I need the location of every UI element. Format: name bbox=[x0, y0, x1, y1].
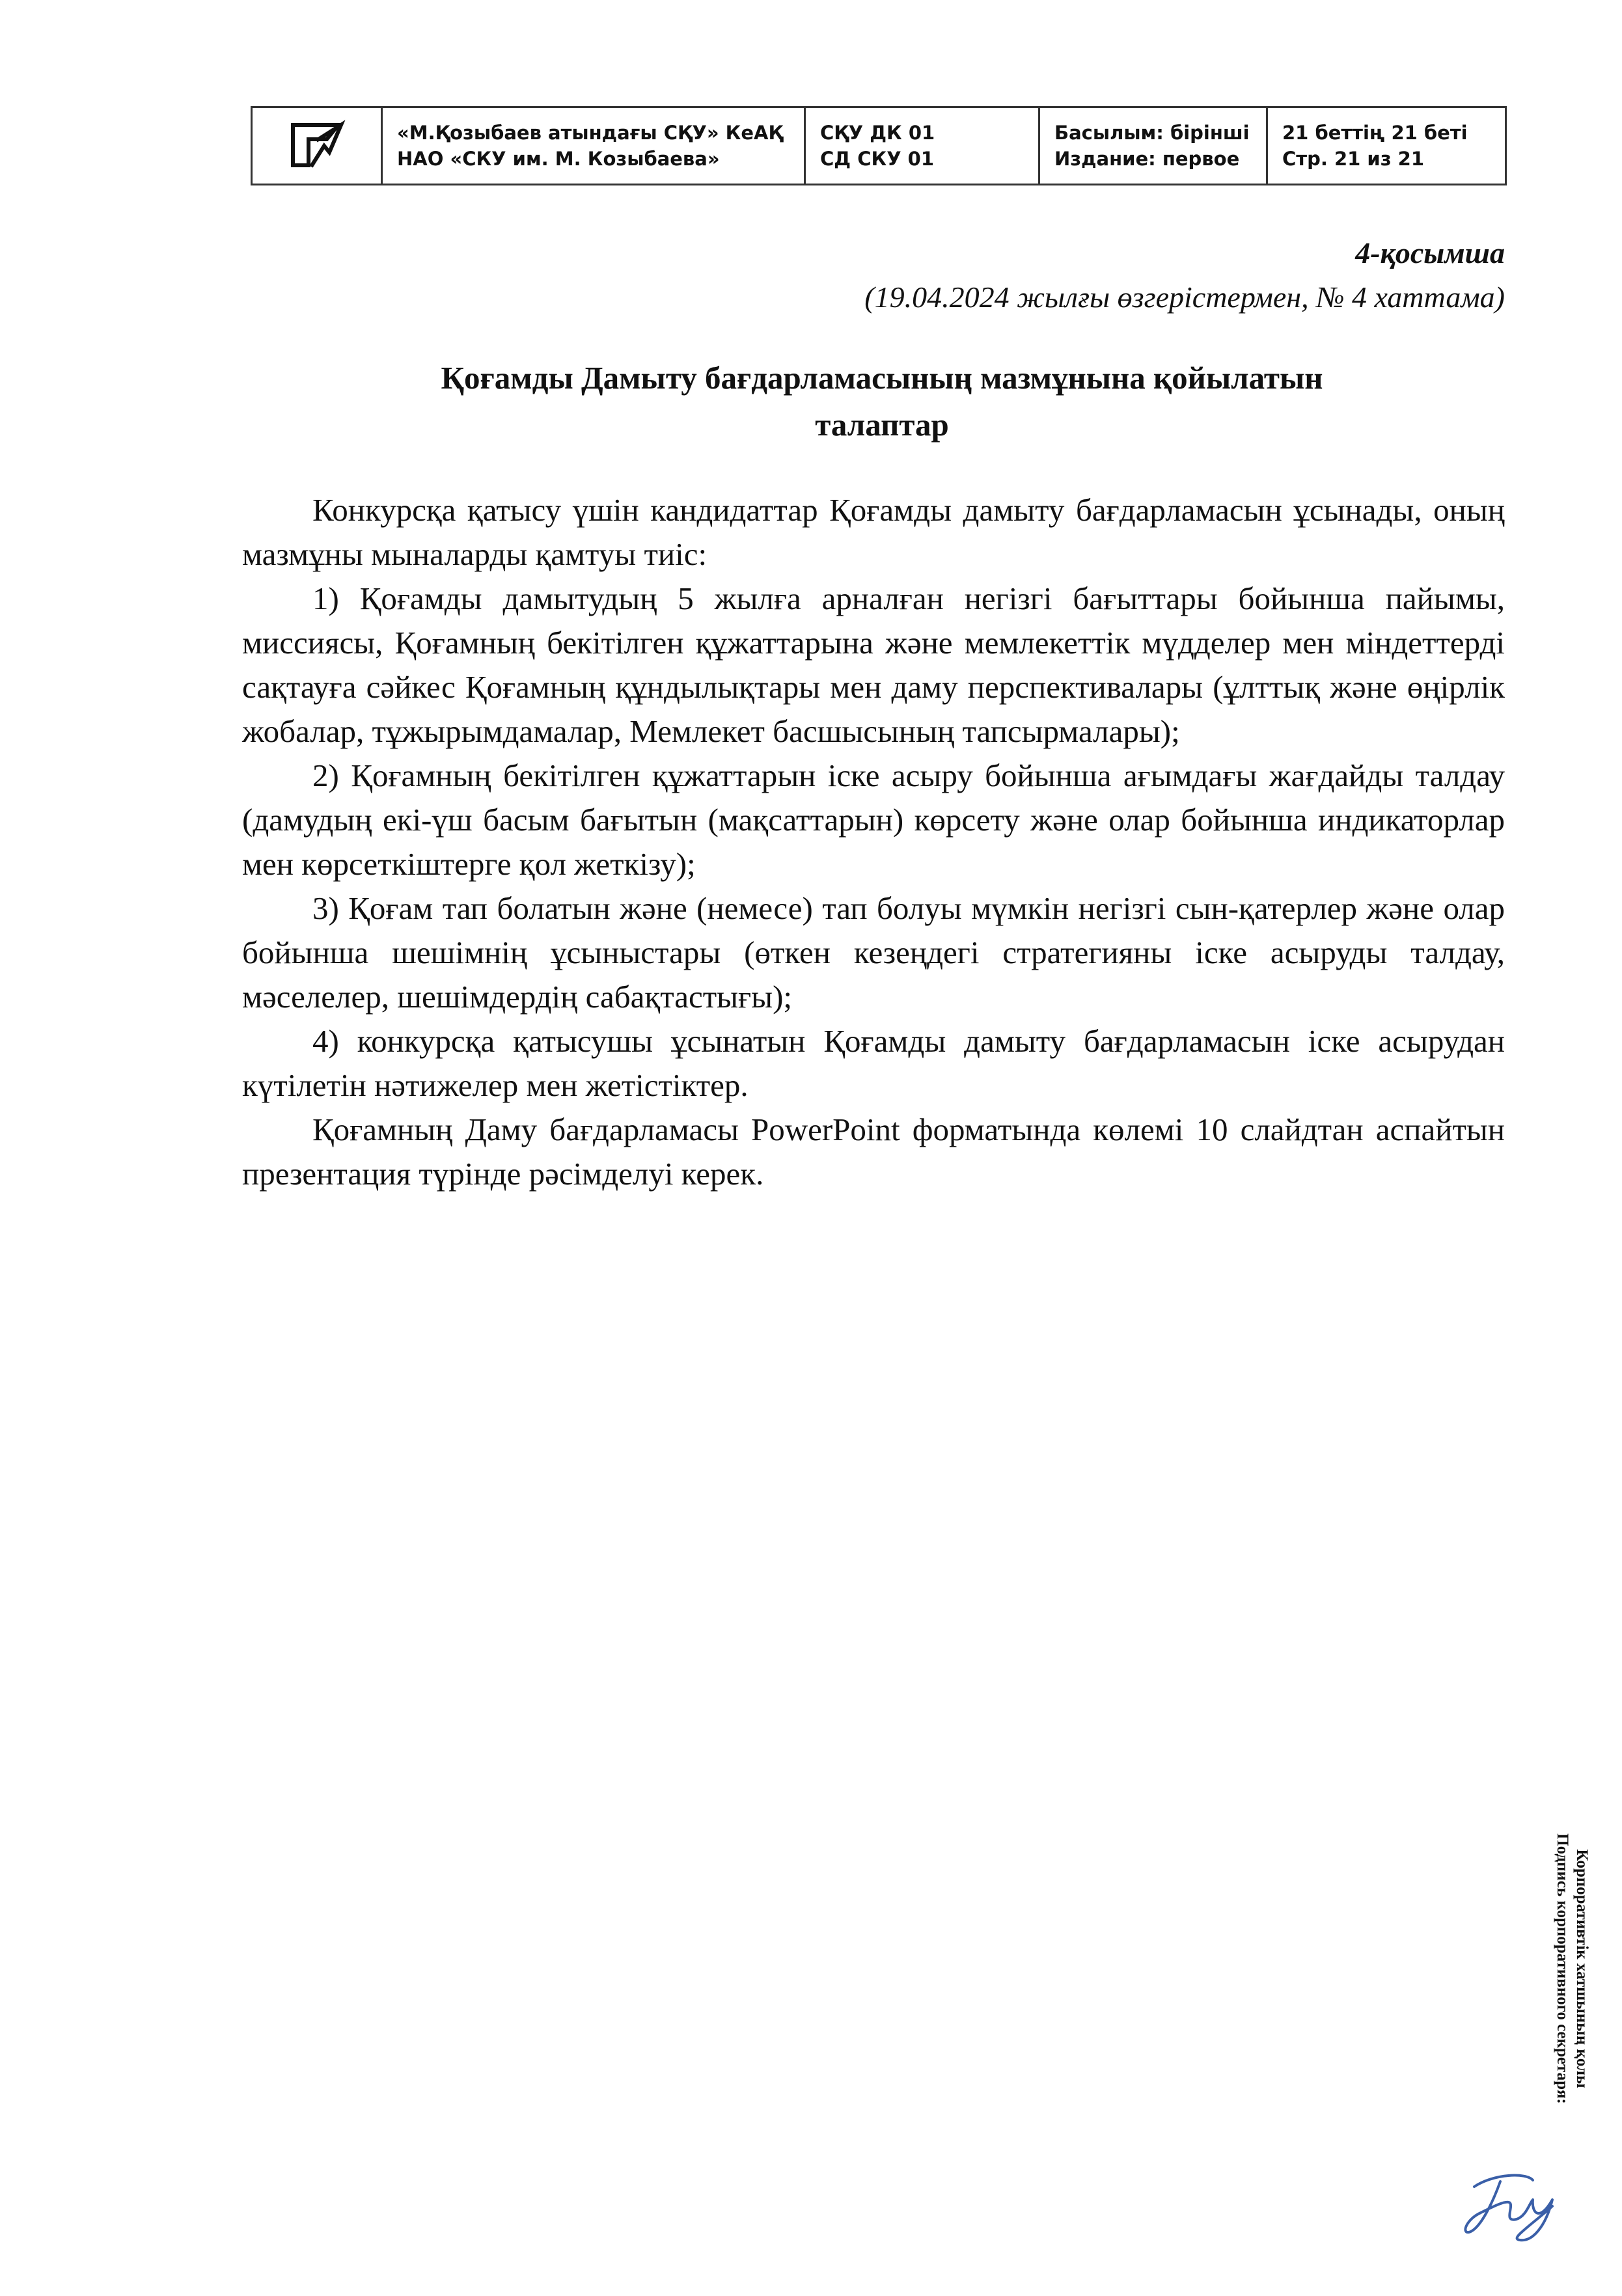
edition-cell bbox=[1040, 108, 1268, 184]
paragraph-item-4: 4) конкурсқа қатысушы ұсынатын Қоғамды дамыту бағдарламасын іске асырудан күтілетін нәтижелер мен жетістіктер. bbox=[242, 1023, 1505, 1103]
organization-cell bbox=[383, 108, 806, 184]
paragraph-item-1: 1) Қоғамды дамытудың 5 жылға арналған негізгі бағыттары бойынша пайымы, миссиясы, Қоғамның бекітілген құжаттарына және мемлекеттік мүдделер мен міндеттерді сақтауға сәйкес Қоғамның құндылықтары мен даму перспективалары (ұлттық және өңірлік жобалар, тұжырымдамалар, Мемлекет басшысының тапсырмалары); bbox=[242, 581, 1505, 749]
document-body bbox=[242, 488, 1505, 1196]
org-name-kz: «М.Қозыбаев атындағы СҚУ» КеАҚ bbox=[397, 122, 783, 144]
page-number-kz: 21 беттің 21 беті bbox=[1282, 122, 1468, 144]
logo-cell bbox=[253, 108, 383, 184]
side-note-line-2: Подпись корпоративного секретаря: bbox=[1554, 1833, 1571, 2104]
org-name-ru: НАО «СКУ им. М. Козыбаева» bbox=[397, 148, 720, 170]
paragraph-closing: Қоғамның Даму бағдарламасы PowerPoint форматында көлемі 10 слайдтан аспайтын презентация түрінде рәсімделуі керек. bbox=[242, 1112, 1505, 1192]
page-number-ru: Стр. 21 из 21 bbox=[1282, 148, 1425, 170]
paragraph-item-3: 3) Қоғам тап болатын және (немесе) тап болуы мүмкін негізгі сын-қатерлер және олар бойынша шешімнің ұсыныстары (өткен кезеңдегі стратегияны іске асыруды талдау, мәселелер, шешімдердің сабақтастығы); bbox=[242, 890, 1505, 1015]
document-header-table bbox=[251, 106, 1507, 185]
title-line-2: талаптар bbox=[815, 407, 949, 443]
title-line-1: Қоғамды Дамыту бағдарламасының мазмұнына қойылатын bbox=[441, 360, 1323, 396]
document-code-cell bbox=[806, 108, 1040, 184]
appendix-label bbox=[864, 231, 1505, 320]
doc-code-kz: СҚУ ДК 01 bbox=[820, 122, 935, 144]
appendix-number: 4-қосымша bbox=[1355, 236, 1505, 269]
doc-code-ru: СД СКУ 01 bbox=[820, 148, 935, 170]
paragraph-item-2: 2) Қоғамның бекітілген құжаттарын іске асыру бойынша ағымдағы жағдайды талдау (дамудың екі-үш басым бағытын (мақсаттарын) көрсету және олар бойынша индикаторлар мен көрсеткіштерге қол жеткізу); bbox=[242, 758, 1505, 882]
corporate-secretary-signature-label bbox=[1526, 1780, 1591, 2157]
document-title bbox=[247, 355, 1517, 448]
appendix-amendment-note: (19.04.2024 жылғы өзгерістермен, № 4 хаттама) bbox=[864, 280, 1505, 314]
handwritten-signature-icon bbox=[1455, 2167, 1572, 2245]
side-note-text bbox=[1552, 1780, 1591, 2157]
page-number-cell bbox=[1268, 108, 1505, 184]
university-logo-icon bbox=[288, 120, 346, 172]
side-note-line-1: Корпоративтік хатшының қолы bbox=[1573, 1849, 1591, 2088]
edition-kz: Басылым: бірінші bbox=[1054, 122, 1250, 144]
paragraph-intro: Конкурсқа қатысу үшін кандидаттар Қоғамды дамыту бағдарламасын ұсынады, оның мазмұны мыналарды қамтуы тиіс: bbox=[242, 492, 1505, 572]
edition-ru: Издание: первое bbox=[1054, 148, 1240, 170]
